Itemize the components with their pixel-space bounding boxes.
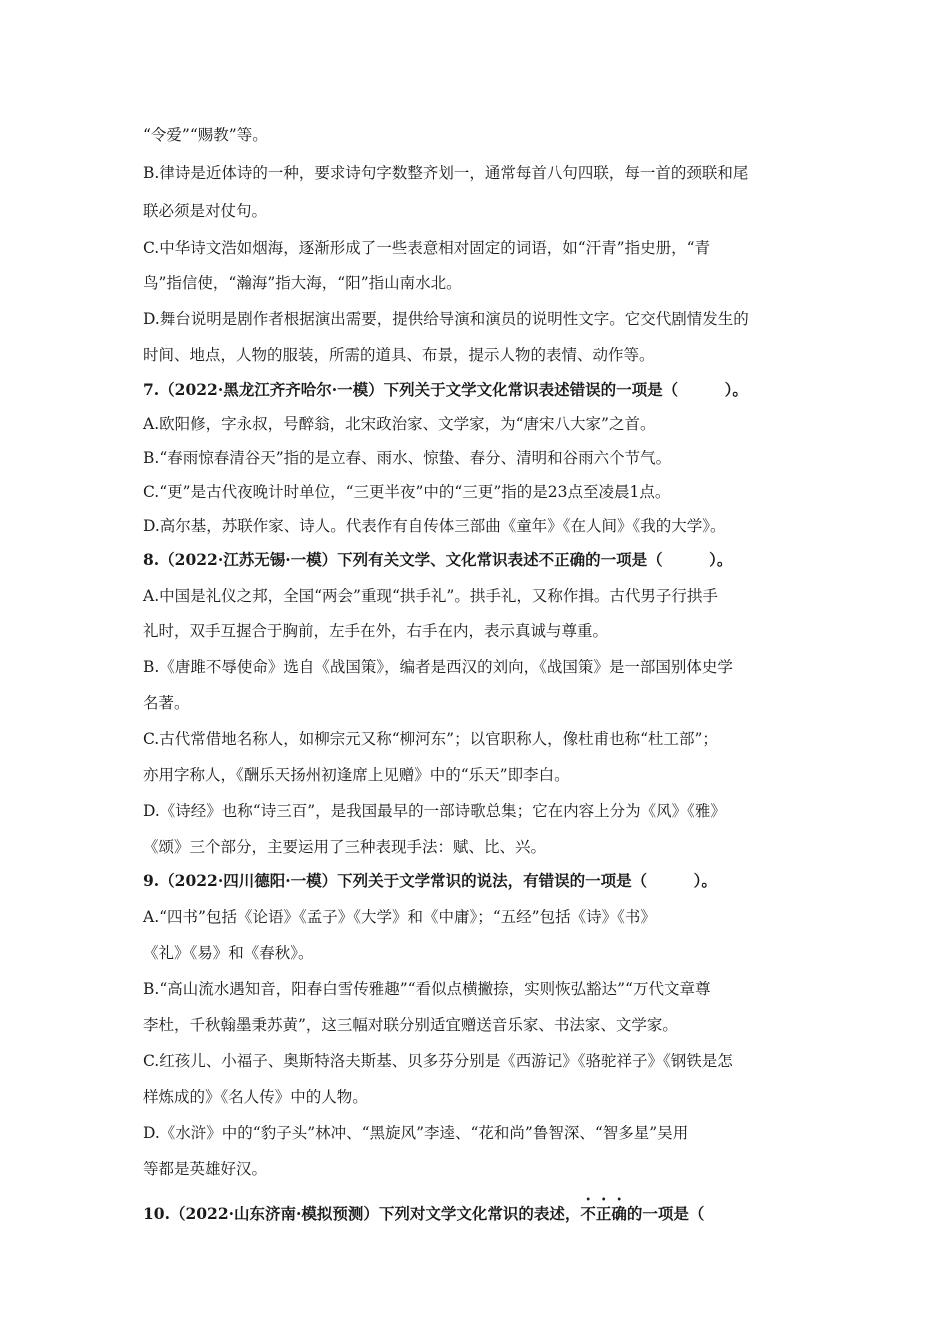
emphasis-text: 不正确 [580, 1204, 627, 1223]
option-line: A.中国是礼仪之邦，全国“两会”重现“拱手礼”。拱手礼，又称作揖。古代男子行拱手 [143, 587, 718, 605]
question-8-title: 8.（2022·江苏无锡·一模）下列有关文学、文化常识表述不正确的一项是（ ）。 [143, 550, 733, 569]
option-line: A.欧阳修，字永叔，号醉翁，北宋政治家、文学家，为“唐宋八大家”之首。 [143, 415, 656, 433]
option-line: A.“四书”包括《论语》《孟子》《大学》和《中庸》；“五经”包括《诗》《书》 [143, 908, 656, 926]
option-line: B.“春雨惊春清谷天”指的是立春、雨水、惊蛰、春分、清明和谷雨六个节气。 [143, 449, 672, 467]
question-10-suffix: 的一项是（ [626, 1204, 705, 1223]
text-line: 鸟”指信使，“瀚海”指大海，“阳”指山南水北。 [143, 274, 462, 292]
option-line: D.《水浒》中的“豹子头”林冲、“黑旋风”李逵、“花和尚”鲁智深、“智多星”吴用 [143, 1124, 689, 1142]
text-line: 样炼成的》《名人传》中的人物。 [143, 1088, 368, 1106]
text-line: 等都是英雄好汉。 [143, 1160, 268, 1178]
text-line: 礼时，双手互握合于胸前，左手在外，右手在内，表示真诚与尊重。 [143, 622, 609, 640]
option-line: B.“高山流水遇知音，阳春白雪传雅趣”“看似点横撇捺，实则恢弘豁达”“万代文章尊 [143, 980, 711, 998]
text-line: D.舞台说明是剧作者根据演出需要，提供给导演和演员的说明性文字。它交代剧情发生的 [143, 310, 749, 328]
text-line: 《礼》《易》和《春秋》。 [143, 944, 314, 962]
text-line: 名著。 [143, 694, 190, 712]
option-line: B.《唐雎不辱使命》选自《战国策》，编者是西汉的刘向，《战国策》是一部国别体史学 [143, 658, 733, 676]
option-line: C.古代常借地名称人，如柳宗元又称“柳河东”；以官职称人，像杜甫也称“杜工部”； [143, 730, 718, 748]
option-line: D.高尔基，苏联作家、诗人。代表作有自传体三部曲《童年》《在人间》《我的大学》。 [143, 517, 726, 535]
question-10-prefix: 10.（2022·山东济南·模拟预测）下列对文学文化常识的表述， [143, 1204, 581, 1223]
text-line: 李杜，千秋翰墨秉苏黄”，这三幅对联分别适宜赠送音乐家、书法家、文学家。 [143, 1016, 678, 1034]
text-line: 时间、地点，人物的服装，所需的道具、布景，提示人物的表情、动作等。 [143, 346, 655, 364]
question-7-title: 7.（2022·黑龙江齐齐哈尔·一模）下列关于文学文化常识表述错误的一项是（ ）。 [143, 380, 748, 399]
text-line: 《颂》三个部分，主要运用了三种表现手法：赋、比、兴。 [143, 838, 547, 856]
option-line: C.红孩儿、小福子、奥斯特洛夫斯基、贝多芬分别是《西游记》《骆驼祥子》《钢铁是怎 [143, 1052, 733, 1070]
option-line: D.《诗经》也称“诗三百”，是我国最早的一部诗歌总集；它在内容上分为《风》《雅》 [143, 802, 726, 820]
question-9-title: 9.（2022·四川德阳·一模）下列关于文学常识的说法，有错误的一项是（ ）。 [143, 871, 717, 890]
option-line: C.“更”是古代夜晚计时单位，“三更半夜”中的“三更”指的是23点至凌晨1点。 [143, 483, 671, 501]
text-line: B.律诗是近体诗的一种，要求诗句字数整齐划一，通常每首八句四联，每一首的颈联和尾 [143, 164, 749, 182]
text-line: 亦用字称人，《酬乐天扬州初逢席上见赠》中的“乐天”即李白。 [143, 766, 570, 784]
question-10-title [143, 1194, 704, 1224]
text-line: “令爱”“赐教”等。 [143, 126, 268, 144]
text-line: 联必须是对仗句。 [143, 202, 268, 220]
text-line: C.中华诗文浩如烟海，逐渐形成了一些表意相对固定的词语，如“汗青”指史册，“青 [143, 239, 711, 257]
